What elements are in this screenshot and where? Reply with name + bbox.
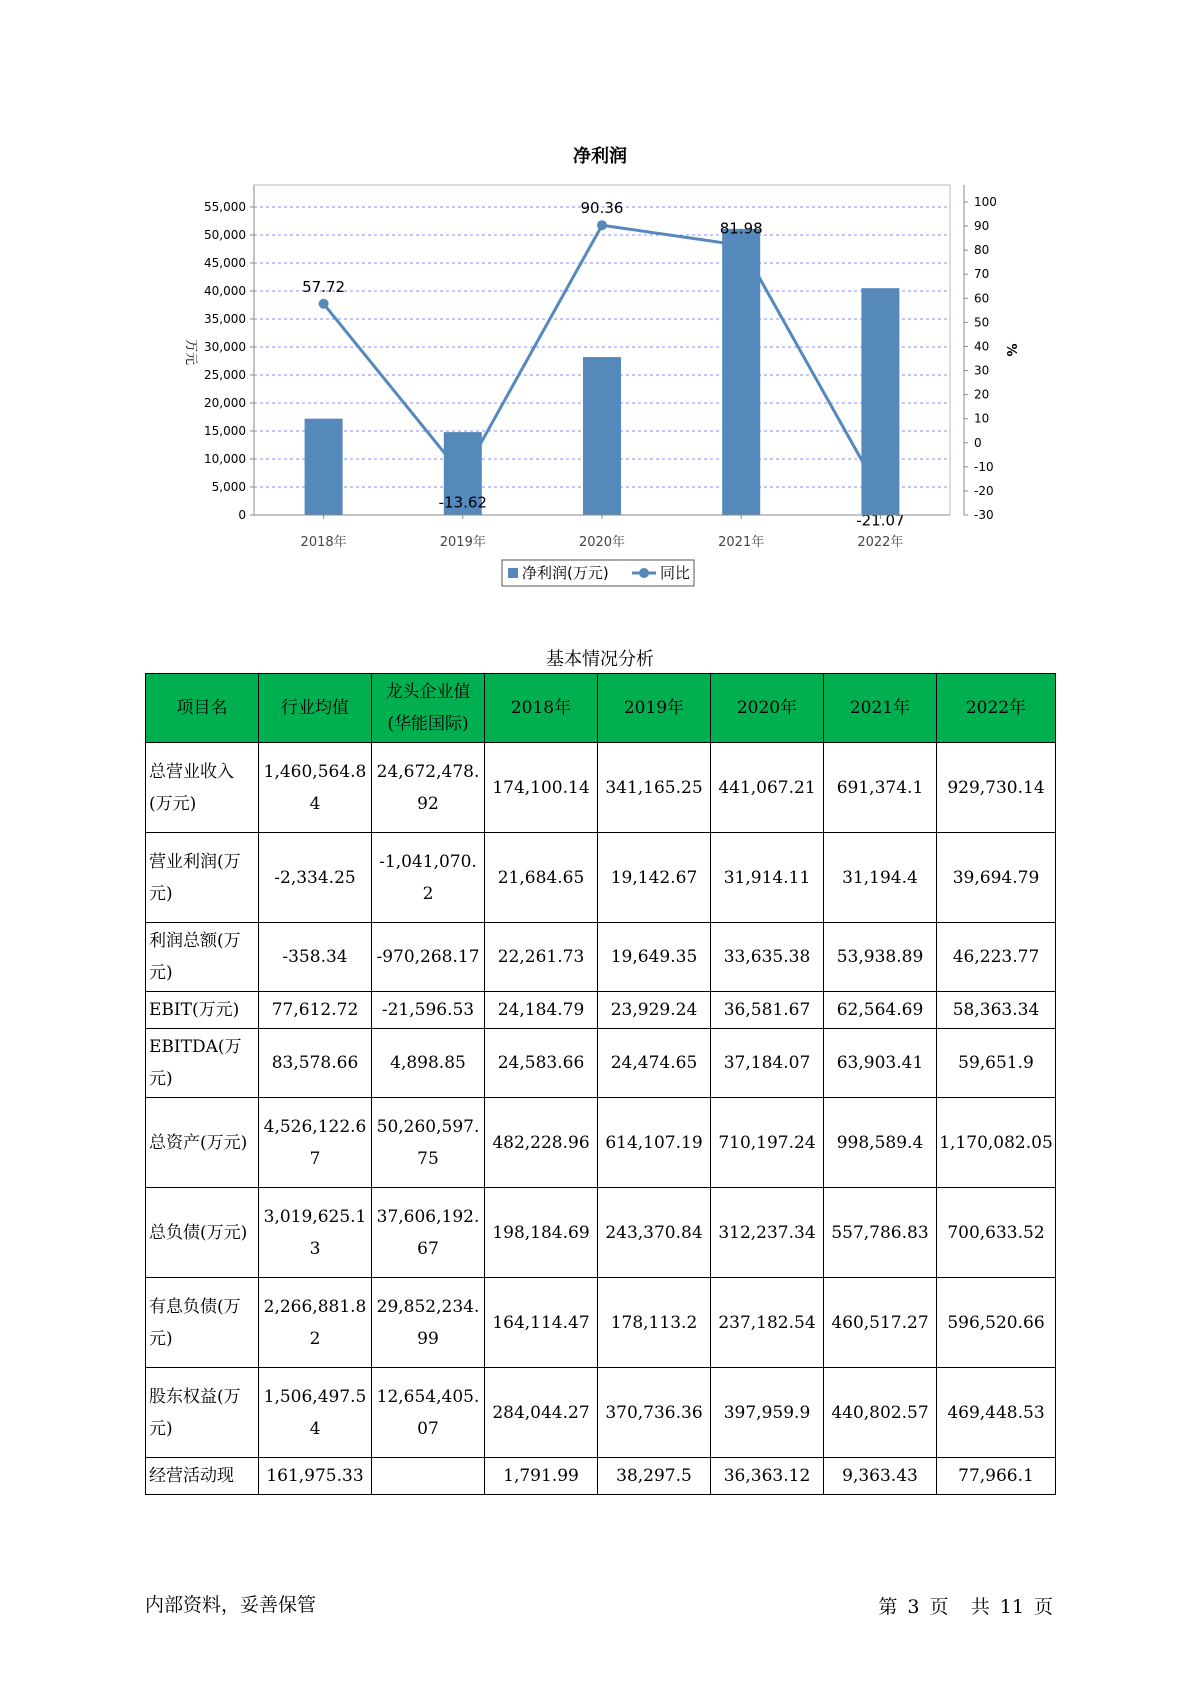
- value-cell: 36,363.12: [711, 1458, 824, 1495]
- value-cell: 9,363.43: [824, 1458, 937, 1495]
- page-unit: 页: [929, 1596, 949, 1618]
- value-cell: 460,517.27: [824, 1278, 937, 1368]
- table-caption: 基本情况分析: [546, 649, 654, 670]
- table-row: [146, 743, 1056, 833]
- table-row: [146, 1098, 1056, 1188]
- left-tick-label: 55,000: [204, 200, 246, 214]
- right-tick-label: 60: [974, 291, 990, 306]
- right-tick-label: -30: [974, 508, 994, 522]
- value-cell: 4,898.85: [372, 1029, 485, 1098]
- value-cell: 929,730.14: [937, 743, 1056, 833]
- legend-bar-label: 净利润(万元): [522, 564, 609, 582]
- value-cell: 3,019,625.13: [259, 1188, 372, 1278]
- value-cell: 36,581.67: [711, 992, 824, 1029]
- header-cell: 行业均值: [259, 674, 372, 743]
- header-cell: 龙头企业值(华能国际): [372, 674, 485, 743]
- value-cell: 31,914.11: [711, 833, 824, 923]
- value-cell: 482,228.96: [485, 1098, 598, 1188]
- right-tick-label: 20: [974, 387, 990, 402]
- value-cell: -2,334.25: [259, 833, 372, 923]
- value-cell: -1,041,070.2: [372, 833, 485, 923]
- data-label: 81.98: [719, 219, 763, 238]
- value-cell: 19,649.35: [598, 923, 711, 992]
- row-label-cell: 总营业收入(万元): [146, 743, 259, 833]
- value-cell: 31,194.4: [824, 833, 937, 923]
- value-cell: 998,589.4: [824, 1098, 937, 1188]
- value-cell: 178,113.2: [598, 1278, 711, 1368]
- value-cell: 53,938.89: [824, 923, 937, 992]
- line-point: [319, 299, 329, 309]
- table-header-row: [146, 674, 1056, 743]
- total-unit: 页: [1033, 1596, 1053, 1618]
- table-row: [146, 923, 1056, 992]
- left-tick-label: 20,000: [204, 396, 246, 410]
- table-row: [146, 1188, 1056, 1278]
- header-cell: 2018年: [485, 674, 598, 743]
- legend-line-label: 同比: [660, 564, 691, 582]
- table-row: [146, 992, 1056, 1029]
- value-cell: 440,802.57: [824, 1368, 937, 1458]
- right-tick-label: -20: [974, 483, 994, 498]
- value-cell: 50,260,597.75: [372, 1098, 485, 1188]
- value-cell: 469,448.53: [937, 1368, 1056, 1458]
- left-tick-label: 50,000: [204, 228, 246, 242]
- right-tick-label: -10: [974, 459, 994, 474]
- value-cell: 370,736.36: [598, 1368, 711, 1458]
- value-cell: 77,966.1: [937, 1458, 1056, 1495]
- row-label-cell: 营业利润(万元): [146, 833, 259, 923]
- data-label: 90.36: [580, 199, 624, 218]
- value-cell: 441,067.21: [711, 743, 824, 833]
- value-cell: [372, 1458, 485, 1495]
- value-cell: 596,520.66: [937, 1278, 1056, 1368]
- y-axis-label: 万元: [183, 338, 198, 366]
- value-cell: 341,165.25: [598, 743, 711, 833]
- value-cell: 24,184.79: [485, 992, 598, 1029]
- value-cell: 1,791.99: [485, 1458, 598, 1495]
- value-cell: 312,237.34: [711, 1188, 824, 1278]
- value-cell: 174,100.14: [485, 743, 598, 833]
- value-cell: 23,929.24: [598, 992, 711, 1029]
- footer-confidential: 内部资料，妥善保管: [145, 1594, 317, 1616]
- table-row: [146, 1368, 1056, 1458]
- value-cell: 1,460,564.84: [259, 743, 372, 833]
- value-cell: 691,374.1: [824, 743, 937, 833]
- value-cell: -21,596.53: [372, 992, 485, 1029]
- line-point: [458, 471, 468, 481]
- right-tick-label: 50: [974, 315, 990, 330]
- value-cell: 12,654,405.07: [372, 1368, 485, 1458]
- value-cell: 24,474.65: [598, 1029, 711, 1098]
- value-cell: 63,903.41: [824, 1029, 937, 1098]
- value-cell: 19,142.67: [598, 833, 711, 923]
- left-tick-label: 25,000: [204, 368, 246, 382]
- legend-bar-swatch: [508, 568, 518, 578]
- value-cell: 710,197.24: [711, 1098, 824, 1188]
- total-pages: 11: [999, 1596, 1024, 1618]
- net-profit-chart: [0, 0, 1191, 600]
- left-tick-label: 45,000: [204, 256, 246, 270]
- value-cell: 29,852,234.99: [372, 1278, 485, 1368]
- x-tick-label: 2020年: [578, 535, 626, 550]
- footer-page-info: [876, 1592, 1055, 1619]
- header-cell: 2021年: [824, 674, 937, 743]
- value-cell: 284,044.27: [485, 1368, 598, 1458]
- page-prefix: 第: [878, 1596, 898, 1618]
- value-cell: 58,363.34: [937, 992, 1056, 1029]
- bar: [583, 357, 621, 515]
- chart-title: 净利润: [573, 146, 627, 167]
- value-cell: 83,578.66: [259, 1029, 372, 1098]
- row-label-cell: 经营活动现: [146, 1458, 259, 1495]
- line-point: [736, 240, 746, 250]
- header-cell: 2020年: [711, 674, 824, 743]
- left-tick-label: 10,000: [204, 452, 246, 466]
- right-tick-label: 10: [974, 411, 990, 426]
- value-cell: 557,786.83: [824, 1188, 937, 1278]
- value-cell: 37,184.07: [711, 1029, 824, 1098]
- right-tick-label: 70: [974, 267, 990, 282]
- chart-legend: [502, 560, 694, 586]
- right-tick-label: 100: [974, 195, 997, 209]
- data-label: 57.72: [302, 277, 346, 296]
- right-axis: [964, 185, 997, 522]
- value-cell: 62,564.69: [824, 992, 937, 1029]
- value-cell: 198,184.69: [485, 1188, 598, 1278]
- x-tick-label: 2022年: [857, 535, 904, 550]
- row-label-cell: 有息负债(万元): [146, 1278, 259, 1368]
- table-row: [146, 833, 1056, 923]
- legend-line-marker: [639, 568, 649, 578]
- value-cell: 38,297.5: [598, 1458, 711, 1495]
- value-cell: 243,370.84: [598, 1188, 711, 1278]
- value-cell: -970,268.17: [372, 923, 485, 992]
- value-cell: 614,107.19: [598, 1098, 711, 1188]
- row-label-cell: 总负债(万元): [146, 1188, 259, 1278]
- page-number: 3: [907, 1596, 920, 1618]
- data-label: -21.07: [856, 511, 905, 530]
- header-cell: 项目名: [146, 674, 259, 743]
- data-label: -13.62: [438, 493, 487, 512]
- value-cell: 24,583.66: [485, 1029, 598, 1098]
- line-point: [597, 220, 607, 230]
- left-tick-label: 15,000: [204, 424, 246, 438]
- bar: [861, 288, 899, 515]
- value-cell: -358.34: [259, 923, 372, 992]
- value-cell: 237,182.54: [711, 1278, 824, 1368]
- value-cell: 77,612.72: [259, 992, 372, 1029]
- right-tick-label: 90: [974, 219, 990, 234]
- basic-analysis-table: [145, 673, 1056, 1495]
- header-cell: 2019年: [598, 674, 711, 743]
- row-label-cell: EBIT(万元): [146, 992, 259, 1029]
- value-cell: 37,606,192.67: [372, 1188, 485, 1278]
- table-row: [146, 1029, 1056, 1098]
- y2-axis-label: %: [1003, 343, 1018, 357]
- bar: [305, 419, 343, 515]
- header-cell: 2022年: [937, 674, 1056, 743]
- right-tick-label: 0: [974, 435, 982, 450]
- right-tick-label: 30: [974, 363, 990, 378]
- value-cell: 4,526,122.67: [259, 1098, 372, 1188]
- x-tick-label: 2018年: [300, 535, 347, 550]
- left-tick-label: 0: [238, 508, 246, 522]
- row-label-cell: EBITDA(万元): [146, 1029, 259, 1098]
- right-tick-label: 40: [974, 339, 990, 354]
- value-cell: 397,959.9: [711, 1368, 824, 1458]
- left-tick-label: 35,000: [204, 312, 246, 326]
- value-cell: 22,261.73: [485, 923, 598, 992]
- value-cell: 39,694.79: [937, 833, 1056, 923]
- row-label-cell: 总资产(万元): [146, 1098, 259, 1188]
- left-tick-label: 30,000: [204, 340, 246, 354]
- left-axis: [204, 185, 254, 522]
- total-prefix: 共: [970, 1596, 990, 1618]
- x-tick-label: 2019年: [439, 535, 486, 550]
- value-cell: 2,266,881.82: [259, 1278, 372, 1368]
- x-axis: [254, 515, 950, 550]
- value-cell: 161,975.33: [259, 1458, 372, 1495]
- value-cell: 164,114.47: [485, 1278, 598, 1368]
- row-label-cell: 利润总额(万元): [146, 923, 259, 992]
- line-point: [875, 488, 885, 498]
- row-label-cell: 股东权益(万元): [146, 1368, 259, 1458]
- value-cell: 24,672,478.92: [372, 743, 485, 833]
- value-cell: 33,635.38: [711, 923, 824, 992]
- value-cell: 1,170,082.05: [937, 1098, 1056, 1188]
- value-cell: 59,651.9: [937, 1029, 1056, 1098]
- right-tick-label: 80: [974, 243, 990, 258]
- x-tick-label: 2021年: [718, 535, 765, 550]
- left-tick-label: 5,000: [211, 480, 246, 494]
- table-row: [146, 1278, 1056, 1368]
- value-cell: 700,633.52: [937, 1188, 1056, 1278]
- value-cell: 1,506,497.54: [259, 1368, 372, 1458]
- value-cell: 46,223.77: [937, 923, 1056, 992]
- table-row: [146, 1458, 1056, 1495]
- left-tick-label: 40,000: [204, 284, 246, 298]
- value-cell: 21,684.65: [485, 833, 598, 923]
